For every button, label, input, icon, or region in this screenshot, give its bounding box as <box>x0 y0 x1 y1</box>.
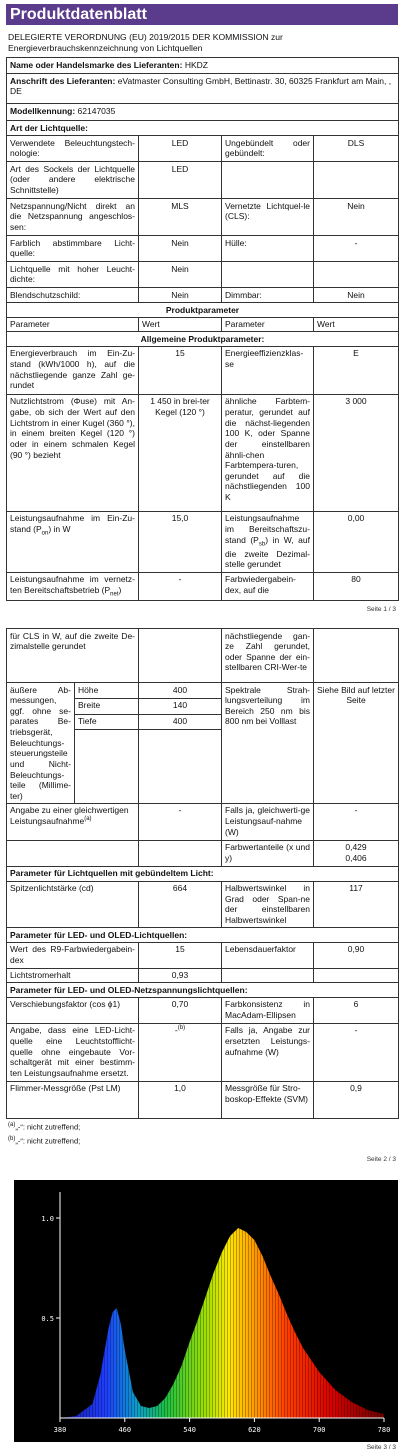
section-header-allgemein: Allgemeine Produktparameter: <box>7 332 399 347</box>
page-number: Seite 2 / 3 <box>366 1156 396 1163</box>
table-row: Netzspannung/Nicht direkt an die Netzspannung angeschlos-sen: MLS Vernetzte Lichtquel-le (CLS): Nein <box>7 199 399 236</box>
table-row: Wert des R9-Farbwiedergabein-dex 15 Lebensdauerfaktor 0,90 <box>7 942 399 968</box>
section-header-netz: Parameter für LED- und OLED-Netzspannungslichtquellen: <box>7 983 399 998</box>
page-number: Seite 1 / 3 <box>366 606 396 613</box>
supplier-address-row: Anschrift des Lieferanten: eVatmaster Consulting GmbH, Bettinastr. 30, 60325 Frankfurt am Main, , DE <box>7 74 399 104</box>
page-title: Produktdatenblatt <box>6 4 398 25</box>
table-row: Angabe, dass eine LED-Licht-quelle eine Leuchtstofflicht-quelle ohne eingebaute Vor-schaltgerät mit einer bestimm-ten Leistungsaufnahme ersetzt. -$^{(b)}$ Falls ja, Angabe zur ersetzten Leistungs-aufnahme (W) - <box>7 1023 399 1081</box>
supplier-table <box>6 57 399 601</box>
x-tick-label: 540 <box>183 1426 196 1434</box>
table-row: Farbwertanteile (x und y) 0,429 0,406 <box>7 840 399 866</box>
y-tick-label: 0.5 <box>41 1315 54 1323</box>
section-header-gebuendelt: Parameter für Lichtquellen mit gebündeltem Licht: <box>7 866 399 881</box>
page-number: Seite 3 / 3 <box>366 1444 396 1451</box>
table-row: Angabe zu einer gleichwertigen Leistungsaufnahme$^{(a)}$ - Falls ja, gleichwerti-ge Leistungsauf-nahme (W) - <box>7 803 399 840</box>
table-row: Verwendete Beleuchtungstech-nologie: LED Ungebündelt oder gebündelt: DLS <box>7 136 399 162</box>
table-row: für CLS in W, auf die zweite De-zimalstelle gerundet nächstliegende gan-ze Zahl gerundet, oder Spanne der ein-stellbaren CRI-Wer-te <box>7 629 399 683</box>
table-row: Leistungsaufnahme im Ein-Zu-stand $(P_{on})$ in W 15,0 Leistungsaufnahme im Bereitschaftszu-stand $(P_{sb})$ in W, auf die zweite Dezimal-stelle gerundet 0,00 <box>7 511 399 572</box>
table-row: Spitzenlichtstärke (cd) 664 Halbwertswinkel in Grad oder Span-ne der einstellbaren Halbwertswinkel 117 <box>7 881 399 928</box>
page-3 <box>0 1172 404 1454</box>
dimensions-label: äußere Ab-messungen, ggf. ohne se-parates Be-triebsgerät, Beleuchtungs-steuerungsteile und Nicht-Beleuchtungs-teile (Millime-ter) <box>7 683 75 804</box>
table-row: Art des Sockels der Lichtquelle (oder andere elektrische Schnittstelle) LED <box>7 162 399 199</box>
supplier-name-row: Name oder Handelsmarke des Lieferanten: HKDZ <box>7 58 399 74</box>
parameter-table-continued <box>6 628 399 1119</box>
section-header-led: Parameter für LED- und OLED-Lichtquellen: <box>7 928 399 943</box>
regulation-line-2: Energieverbrauchskennzeichnung von Lichtquellen <box>8 42 203 53</box>
table-row: Lichtstromerhalt 0,93 <box>7 968 399 983</box>
x-tick-label: 620 <box>248 1426 261 1434</box>
page-2 <box>0 622 404 1170</box>
table-row: Blendschutzschild: Nein Dimmbar: Nein <box>7 288 399 303</box>
regulation-line-1: DELEGIERTE VERORDNUNG (EU) 2019/2015 DER KOMMISSION zur <box>8 32 283 42</box>
table-row: Farblich abstimmbare Licht-quelle: Nein Hülle: - <box>7 236 399 262</box>
table-row: äußere Ab-messungen, ggf. ohne se-parates Be-triebsgerät, Beleuchtungs-steuerungsteile und Nicht-Beleuchtungs-teile (Millime-ter) Höhe 400 Spektrale Strah-lungsverteilung im Bereich 250 nm bis 800 nm bei Volllast Siehe Bild auf letzter Seite <box>7 683 399 699</box>
y-tick-label: 1.0 <box>41 1215 54 1223</box>
footnote-b: $^{(b)}$„-“: nicht zutreffend; <box>8 1136 81 1146</box>
table-row: Energieverbrauch im Ein-Zu-stand (kWh/1000 h), auf die nächstliegende ganze Zahl ge-rundet 15 Energieeffizienzklas-se E <box>7 346 399 394</box>
spectrum-stripes <box>60 1228 384 1418</box>
spectrum-chart <box>14 1180 398 1442</box>
x-tick-label: 460 <box>118 1426 132 1434</box>
table-row: Breite 140 <box>7 698 399 714</box>
section-header-produkt: Produktparameter <box>7 303 399 318</box>
table-row: Verschiebungsfaktor (cos ϕ1) 0,70 Farbkonsistenz in MacAdam-Ellipsen 6 <box>7 997 399 1023</box>
model-row: Modellkennung: 62147035 <box>7 104 399 121</box>
table-row: Lichtquelle mit hoher Leucht-dichte: Nein <box>7 262 399 288</box>
table-row: Flimmer-Messgröße (Pst LM) 1,0 Messgröße für Stro-boskop-Effekte (SVM) 0,9 <box>7 1081 399 1118</box>
table-row: Tiefe 400 <box>7 714 399 730</box>
table-row: Leistungsaufnahme im vernetz-ten Bereitschaftsbetrieb $(P_{net})$ - Farbwiedergabein-dex, auf die 80 <box>7 572 399 601</box>
x-tick-label: 700 <box>312 1426 326 1434</box>
table-row: Nutzlichtstrom (Φuse) mit An-gabe, ob sich der Wert auf den Lichtstrom in einer Kugel (360 °), in einem breiten Kegel (120 °) oder in einem schmalen Kegel (90 °) bezieht 1 450 in brei-ter Kegel (120 °) ähnliche Farbtem-peratur, gerundet auf die nächst-liegenden 100 K, oder Spanne der einstellbaren ähnli-chen Farbtempera-turen, gerundet auf die nächstliegenden 100 K 3 000 <box>7 394 399 511</box>
spectrum-svg <box>14 1180 398 1442</box>
x-tick-label: 380 <box>53 1426 67 1434</box>
section-header-art: Art der Lichtquelle: <box>7 121 399 136</box>
x-tick-label: 780 <box>377 1426 391 1434</box>
plot-area <box>41 1192 390 1434</box>
footnote-a: $^{(a)}$„-“: nicht zutreffend; <box>8 1122 81 1132</box>
regulation-text <box>8 32 398 53</box>
page-1 <box>0 0 404 618</box>
column-header-row: Parameter Wert Parameter Wert <box>7 317 399 332</box>
